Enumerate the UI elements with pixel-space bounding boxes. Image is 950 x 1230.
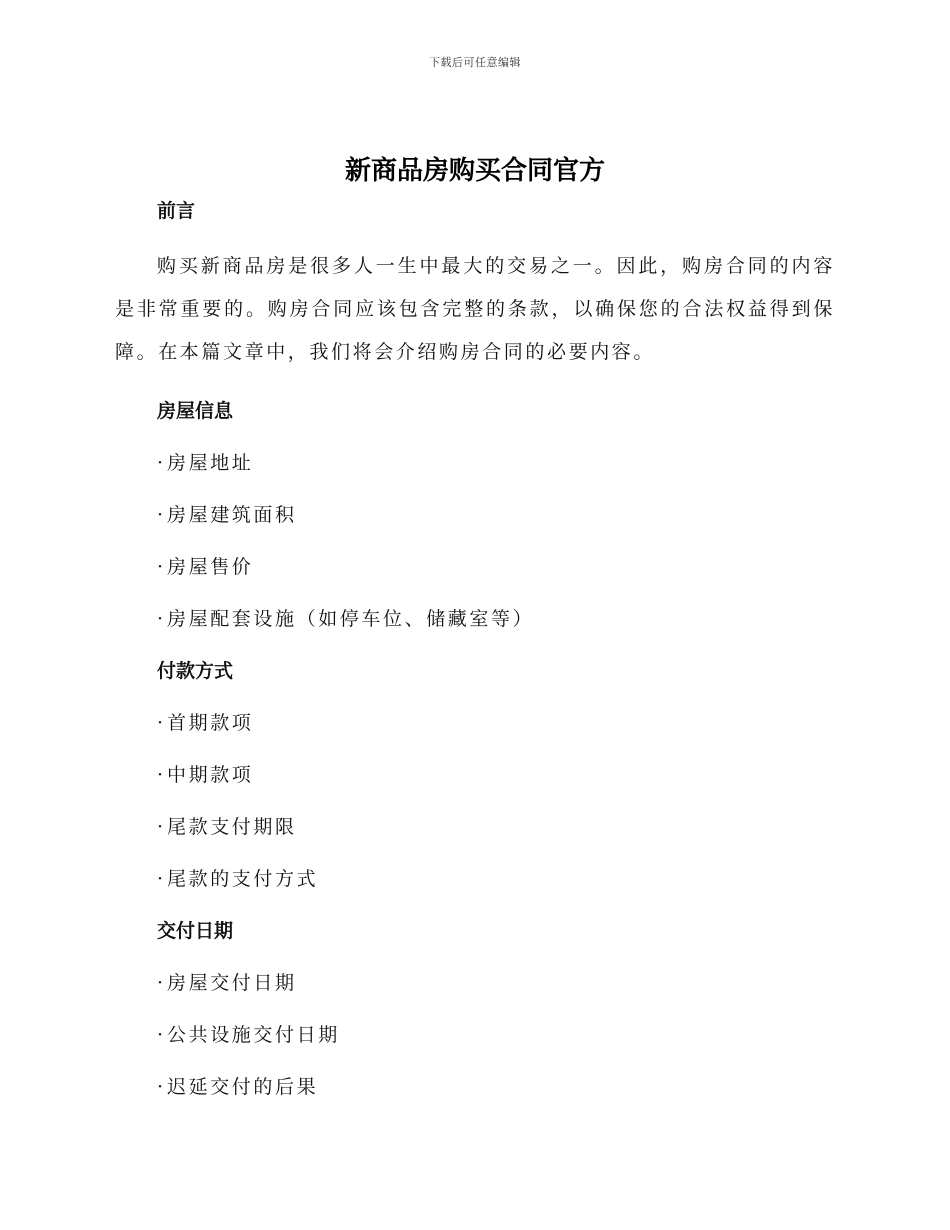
bullet-dot: · (157, 764, 164, 786)
section-house-info (115, 396, 835, 634)
list-item (157, 1020, 835, 1050)
document-title: 新商品房购买合同官方 (344, 156, 605, 186)
list-item (157, 552, 835, 582)
list-item-text: 迟延交付的后果 (167, 1076, 319, 1098)
list-item-text: 房屋配套设施（如停车位、储藏室等） (167, 608, 535, 630)
section-payment-method (115, 656, 835, 894)
bullet-dot: · (157, 868, 164, 890)
bullet-dot: · (157, 1076, 164, 1098)
bullet-dot: · (157, 504, 164, 526)
bullet-list (115, 968, 835, 1102)
list-item (157, 812, 835, 842)
list-item (157, 708, 835, 738)
list-item-text: 房屋售价 (167, 556, 254, 578)
list-item-text: 尾款支付期限 (167, 816, 297, 838)
list-item (157, 604, 835, 634)
header-note: 下载后可任意编辑 (429, 56, 521, 69)
section-heading: 付款方式 (157, 660, 234, 682)
list-item-text: 尾款的支付方式 (167, 868, 319, 890)
bullet-dot: · (157, 608, 164, 630)
list-item (157, 500, 835, 530)
list-item (157, 760, 835, 790)
list-item-text: 房屋地址 (167, 452, 254, 474)
bullet-list (115, 448, 835, 634)
bullet-dot: · (157, 816, 164, 838)
bullet-dot: · (157, 556, 164, 578)
list-item-text: 中期款项 (167, 764, 254, 786)
preface-heading: 前言 (157, 200, 196, 222)
list-item (157, 968, 835, 998)
bullet-dot: · (157, 452, 164, 474)
list-item-text: 公共设施交付日期 (167, 1024, 340, 1046)
list-item-text: 房屋建筑面积 (167, 504, 297, 526)
list-item (157, 448, 835, 478)
list-item-text: 首期款项 (167, 712, 254, 734)
section-heading: 交付日期 (157, 920, 234, 942)
bullet-list (115, 708, 835, 894)
document-body (115, 196, 835, 1102)
list-item (157, 1072, 835, 1102)
section-heading: 房屋信息 (157, 400, 234, 422)
bullet-dot: · (157, 972, 164, 994)
section-delivery-date (115, 916, 835, 1102)
list-item-text: 房屋交付日期 (167, 972, 297, 994)
bullet-dot: · (157, 1024, 164, 1046)
preface-paragraph: 购买新商品房是很多人一生中最大的交易之一。因此，购房合同的内容是非常重要的。购房合同应该包含完整的条款，以确保您的合法权益得到保障。在本篇文章中，我们将会介绍购房合同的必要内容。 (115, 255, 835, 363)
bullet-dot: · (157, 712, 164, 734)
list-item (157, 864, 835, 894)
